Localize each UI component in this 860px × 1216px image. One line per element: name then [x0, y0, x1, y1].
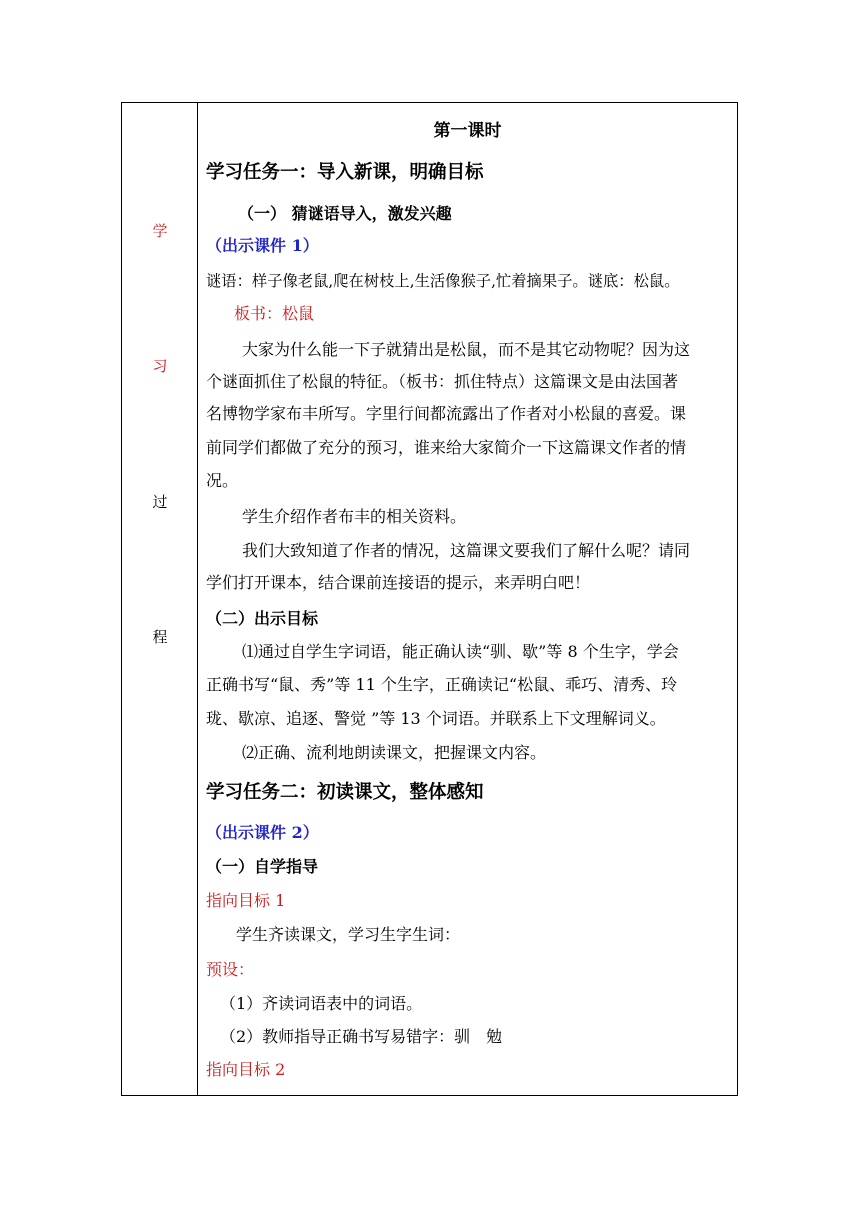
paragraph-line: 学们打开课本，结合课前连接语的提示，来弄明白吧！ [206, 573, 591, 592]
sub1-heading: （一） 猜谜语导入，激发兴趣 [238, 204, 452, 223]
section-label-char: 学 [152, 222, 168, 240]
board-note: 板书：松鼠 [234, 304, 315, 323]
sub3-heading: （一）自学指导 [206, 857, 319, 876]
step-item: （2）教师指导正确书写易错字：驯 勉 [220, 1027, 503, 1046]
paragraph-line: 个谜面抓住了松鼠的特征。（板书：抓住特点）这篇课文是由法国著 [206, 372, 679, 391]
goal-line: 珑、歇凉、追逐、警觉 ”等 13 个词语。并联系上下文理解词义。 [206, 709, 666, 728]
section-label-char: 程 [152, 628, 168, 646]
paragraph-line: 况。 [206, 471, 239, 490]
step-item: （1）齐读词语表中的词语。 [220, 994, 423, 1013]
lesson-title: 第一课时 [433, 121, 502, 141]
section-label-char: 习 [152, 357, 168, 375]
goal-line: ⑵正确、流利地朗读课文，把握课文内容。 [242, 743, 547, 762]
task2-heading: 学习任务二：初读课文，整体感知 [206, 782, 484, 803]
target-label: 指向目标 1 [206, 891, 286, 910]
section-label-char: 过 [152, 493, 168, 511]
paragraph-line: 名博物学家布丰所写。字里行间都流露出了作者对小松鼠的喜爱。课 [206, 404, 687, 423]
student-intro: 学生介绍作者布丰的相关资料。 [242, 507, 467, 526]
content-cell [198, 103, 737, 1095]
section-label-column [122, 103, 198, 1095]
lesson-table [121, 102, 738, 1096]
sub2-heading: （二）出示目标 [206, 609, 319, 628]
goal-line: 正确书写“鼠、秀”等 11 个生字，正确读记“松鼠、乖巧、清秀、玲 [206, 675, 678, 694]
task1-heading: 学习任务一：导入新课，明确目标 [206, 162, 484, 183]
target-label: 指向目标 2 [206, 1060, 286, 1079]
paragraph-line: 我们大致知道了作者的情况，这篇课文要我们了解什么呢？请同 [242, 541, 691, 560]
goal-line: ⑴通过自学生字词语，能正确认读“驯、歇”等 8 个生字，学会 [242, 642, 679, 661]
courseware-2: （出示课件 2） [206, 823, 319, 842]
courseware-1: （出示课件 1） [206, 236, 319, 255]
paragraph-line: 前同学们都做了充分的预习，谁来给大家简介一下这篇课文作者的情 [206, 438, 687, 457]
preset-label: 预设： [206, 960, 255, 979]
riddle-text: 谜语：样子像老鼠,爬在树枝上,生活像猴子,忙着摘果子。谜底：松鼠。 [206, 272, 680, 290]
paragraph-line: 大家为什么能一下子就猜出是松鼠，而不是其它动物呢？因为这 [242, 340, 691, 359]
read-instruction: 学生齐读课文，学习生字生词： [236, 925, 461, 944]
